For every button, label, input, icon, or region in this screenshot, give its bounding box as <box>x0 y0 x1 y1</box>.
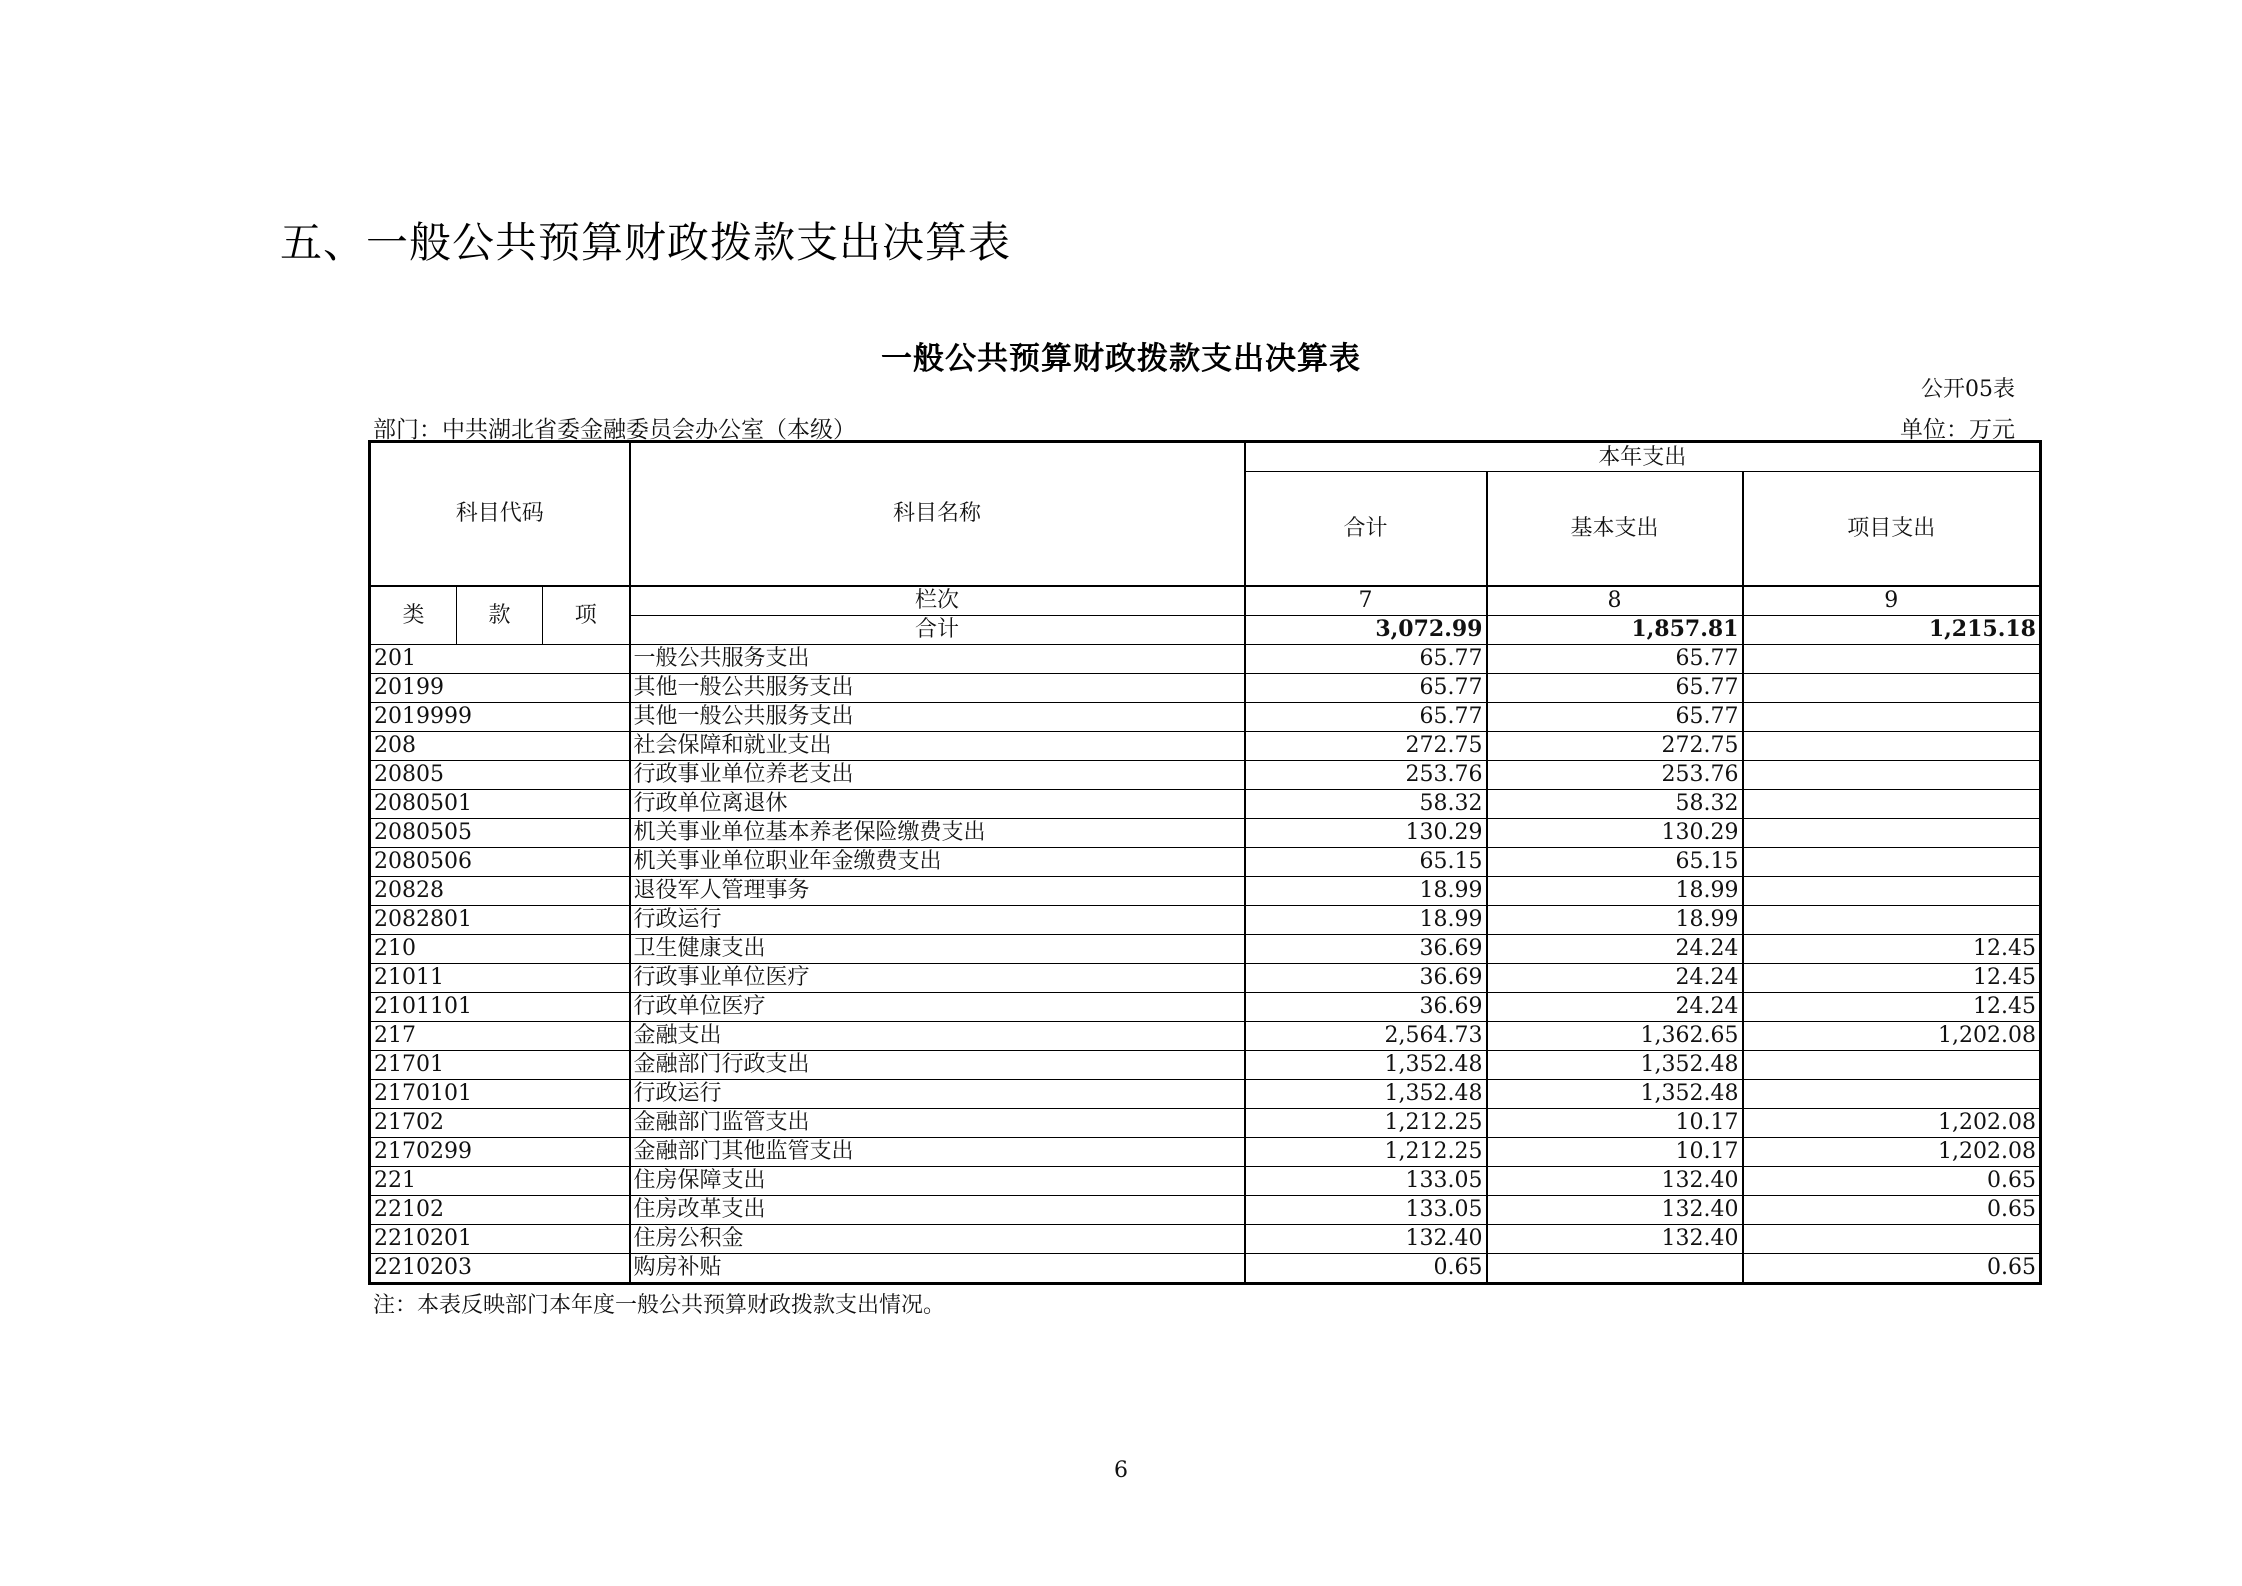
row-project <box>1743 905 2041 934</box>
row-code: 20805 <box>370 760 630 789</box>
row-code: 2080506 <box>370 847 630 876</box>
row-project <box>1743 702 2041 731</box>
table-row <box>370 789 2041 818</box>
row-name: 行政运行 <box>630 905 1245 934</box>
row-total: 253.76 <box>1245 760 1487 789</box>
table-row <box>370 818 2041 847</box>
row-basic: 18.99 <box>1487 905 1743 934</box>
row-name: 机关事业单位职业年金缴费支出 <box>630 847 1245 876</box>
row-name: 社会保障和就业支出 <box>630 731 1245 760</box>
row-name: 机关事业单位基本养老保险缴费支出 <box>630 818 1245 847</box>
row-basic: 24.24 <box>1487 963 1743 992</box>
row-total: 1,352.48 <box>1245 1079 1487 1108</box>
row-basic: 24.24 <box>1487 992 1743 1021</box>
row-project <box>1743 847 2041 876</box>
row-code: 20828 <box>370 876 630 905</box>
row-project <box>1743 760 2041 789</box>
row-name: 其他一般公共服务支出 <box>630 702 1245 731</box>
column-index-7: 7 <box>1245 586 1487 616</box>
row-code: 208 <box>370 731 630 760</box>
table-row <box>370 1021 2041 1050</box>
row-total: 58.32 <box>1245 789 1487 818</box>
row-project <box>1743 673 2041 702</box>
table-row <box>370 644 2041 673</box>
row-name: 金融部门其他监管支出 <box>630 1137 1245 1166</box>
row-basic: 65.77 <box>1487 702 1743 731</box>
expenditure-table <box>368 440 2042 1285</box>
row-total: 1,352.48 <box>1245 1050 1487 1079</box>
row-name: 行政事业单位养老支出 <box>630 760 1245 789</box>
row-name: 购房补贴 <box>630 1253 1245 1283</box>
row-total: 18.99 <box>1245 876 1487 905</box>
header-basic: 基本支出 <box>1487 472 1743 586</box>
row-basic: 1,352.48 <box>1487 1050 1743 1079</box>
column-index-label: 栏次 <box>630 586 1245 616</box>
table-row <box>370 702 2041 731</box>
row-basic: 65.15 <box>1487 847 1743 876</box>
table-row <box>370 1050 2041 1079</box>
section-title: 五、一般公共预算财政拨款支出决算表 <box>280 218 1012 267</box>
page-number: 6 <box>1114 1458 1128 1483</box>
row-name: 行政事业单位医疗 <box>630 963 1245 992</box>
header-kuan: 款 <box>457 586 543 645</box>
row-total: 132.40 <box>1245 1224 1487 1253</box>
row-basic: 272.75 <box>1487 731 1743 760</box>
header-name: 科目名称 <box>630 442 1245 586</box>
row-project: 12.45 <box>1743 992 2041 1021</box>
row-basic: 253.76 <box>1487 760 1743 789</box>
row-code: 21702 <box>370 1108 630 1137</box>
row-basic: 65.77 <box>1487 673 1743 702</box>
table-row <box>370 1137 2041 1166</box>
table-row <box>370 1108 2041 1137</box>
row-basic: 1,352.48 <box>1487 1079 1743 1108</box>
row-total: 65.15 <box>1245 847 1487 876</box>
row-code: 201 <box>370 644 630 673</box>
row-total: 65.77 <box>1245 702 1487 731</box>
row-basic: 132.40 <box>1487 1224 1743 1253</box>
column-index-8: 8 <box>1487 586 1743 616</box>
row-basic: 58.32 <box>1487 789 1743 818</box>
table-row <box>370 876 2041 905</box>
header-xiang: 项 <box>543 586 630 645</box>
row-code: 2080505 <box>370 818 630 847</box>
row-name: 住房改革支出 <box>630 1195 1245 1224</box>
table-row <box>370 1166 2041 1195</box>
row-basic: 1,362.65 <box>1487 1021 1743 1050</box>
table-title: 一般公共预算财政拨款支出决算表 <box>881 341 1361 377</box>
row-project: 12.45 <box>1743 963 2041 992</box>
row-code: 2210203 <box>370 1253 630 1283</box>
row-code: 210 <box>370 934 630 963</box>
table-row <box>370 1079 2041 1108</box>
row-code: 20199 <box>370 673 630 702</box>
row-code: 221 <box>370 1166 630 1195</box>
row-code: 2210201 <box>370 1224 630 1253</box>
header-project: 项目支出 <box>1743 472 2041 586</box>
sum-label: 合计 <box>630 615 1245 644</box>
row-code: 217 <box>370 1021 630 1050</box>
row-project: 0.65 <box>1743 1253 2041 1283</box>
row-basic: 18.99 <box>1487 876 1743 905</box>
row-total: 18.99 <box>1245 905 1487 934</box>
row-code: 2170101 <box>370 1079 630 1108</box>
row-name: 住房公积金 <box>630 1224 1245 1253</box>
table-row <box>370 934 2041 963</box>
row-code: 22102 <box>370 1195 630 1224</box>
row-project: 0.65 <box>1743 1195 2041 1224</box>
row-code: 21701 <box>370 1050 630 1079</box>
row-total: 133.05 <box>1245 1195 1487 1224</box>
row-code: 2082801 <box>370 905 630 934</box>
row-basic: 24.24 <box>1487 934 1743 963</box>
unit-label: 单位：万元 <box>1900 417 2015 443</box>
row-name: 金融部门监管支出 <box>630 1108 1245 1137</box>
column-index-9: 9 <box>1743 586 2041 616</box>
row-project: 12.45 <box>1743 934 2041 963</box>
row-name: 住房保障支出 <box>630 1166 1245 1195</box>
row-total: 1,212.25 <box>1245 1108 1487 1137</box>
table-row <box>370 1224 2041 1253</box>
row-basic: 65.77 <box>1487 644 1743 673</box>
table-row <box>370 731 2041 760</box>
row-basic: 10.17 <box>1487 1137 1743 1166</box>
header-code: 科目代码 <box>370 442 630 586</box>
row-project <box>1743 789 2041 818</box>
row-code: 2019999 <box>370 702 630 731</box>
table-row <box>370 992 2041 1021</box>
row-basic: 132.40 <box>1487 1195 1743 1224</box>
row-name: 一般公共服务支出 <box>630 644 1245 673</box>
row-basic: 10.17 <box>1487 1108 1743 1137</box>
row-total: 1,212.25 <box>1245 1137 1487 1166</box>
row-project: 1,202.08 <box>1743 1021 2041 1050</box>
row-name: 行政单位离退休 <box>630 789 1245 818</box>
row-name: 行政单位医疗 <box>630 992 1245 1021</box>
department-label: 部门：中共湖北省委金融委员会办公室（本级） <box>373 417 856 443</box>
row-basic: 132.40 <box>1487 1166 1743 1195</box>
row-basic: 130.29 <box>1487 818 1743 847</box>
table-row <box>370 673 2041 702</box>
row-name: 行政运行 <box>630 1079 1245 1108</box>
row-code: 2080501 <box>370 789 630 818</box>
row-name: 退役军人管理事务 <box>630 876 1245 905</box>
form-number: 公开05表 <box>1921 377 2015 402</box>
row-project <box>1743 1079 2041 1108</box>
row-total: 36.69 <box>1245 992 1487 1021</box>
table-row <box>370 847 2041 876</box>
row-project <box>1743 1224 2041 1253</box>
sum-total: 3,072.99 <box>1245 615 1487 644</box>
table-note: 注：本表反映部门本年度一般公共预算财政拨款支出情况。 <box>373 1293 946 1318</box>
row-total: 36.69 <box>1245 934 1487 963</box>
row-project <box>1743 731 2041 760</box>
row-project: 1,202.08 <box>1743 1108 2041 1137</box>
header-total: 合计 <box>1245 472 1487 586</box>
row-basic <box>1487 1253 1743 1283</box>
row-total: 133.05 <box>1245 1166 1487 1195</box>
sum-basic: 1,857.81 <box>1487 615 1743 644</box>
table-row <box>370 760 2041 789</box>
table-row <box>370 1195 2041 1224</box>
row-total: 0.65 <box>1245 1253 1487 1283</box>
row-name: 其他一般公共服务支出 <box>630 673 1245 702</box>
row-total: 36.69 <box>1245 963 1487 992</box>
sum-project: 1,215.18 <box>1743 615 2041 644</box>
table-row <box>370 963 2041 992</box>
row-project: 1,202.08 <box>1743 1137 2041 1166</box>
row-project: 0.65 <box>1743 1166 2041 1195</box>
row-project <box>1743 1050 2041 1079</box>
row-code: 2170299 <box>370 1137 630 1166</box>
table-row <box>370 1253 2041 1283</box>
row-project <box>1743 644 2041 673</box>
header-this-year: 本年支出 <box>1245 442 2041 472</box>
row-code: 2101101 <box>370 992 630 1021</box>
row-total: 130.29 <box>1245 818 1487 847</box>
row-total: 65.77 <box>1245 644 1487 673</box>
row-name: 金融部门行政支出 <box>630 1050 1245 1079</box>
row-total: 65.77 <box>1245 673 1487 702</box>
row-project <box>1743 818 2041 847</box>
header-lei: 类 <box>370 586 457 645</box>
row-total: 272.75 <box>1245 731 1487 760</box>
row-total: 2,564.73 <box>1245 1021 1487 1050</box>
row-name: 卫生健康支出 <box>630 934 1245 963</box>
row-project <box>1743 876 2041 905</box>
table-row <box>370 905 2041 934</box>
row-name: 金融支出 <box>630 1021 1245 1050</box>
row-code: 21011 <box>370 963 630 992</box>
